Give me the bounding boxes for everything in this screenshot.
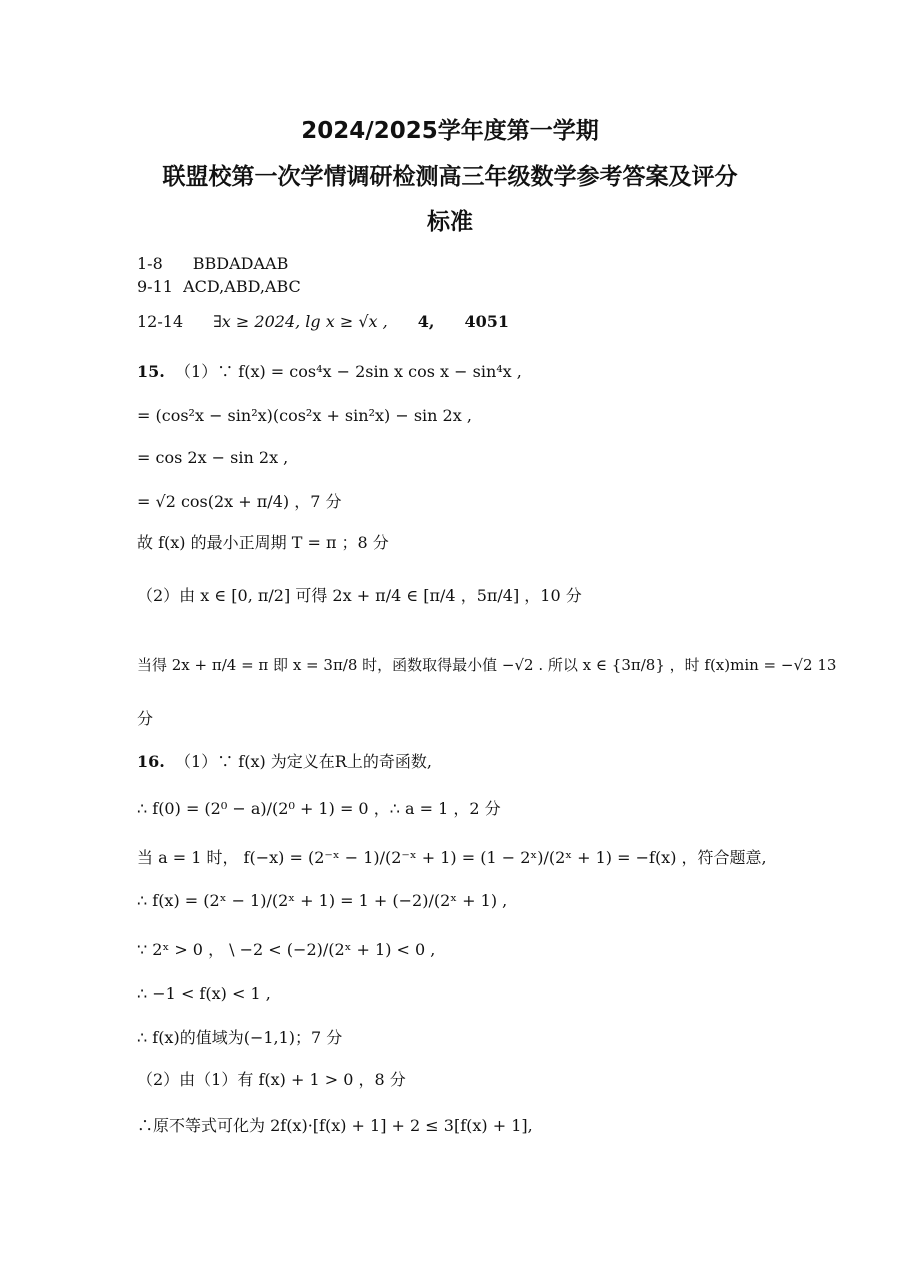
doc-title-line-3: 标准	[427, 209, 473, 235]
doc-title-line-1: 2024/2025学年度第一学期	[301, 118, 599, 144]
q15-line-8: 分	[137, 709, 154, 728]
q16-line-1	[137, 749, 432, 772]
doc-title-line-2: 联盟校第一次学情调研检测高三年级数学参考答案及评分	[162, 164, 738, 190]
q15-line-7: 当得 2x + π/4 = π 即 x = 3π/8 时，函数取得最小值 −√2 . 所以 x ∈ {3π/8} ，时 f(x)min = −√2 13	[137, 656, 837, 674]
q15-line-4: = √2 cos(2x + π/4) ，7 分	[137, 492, 342, 511]
answer-value-13: 4,	[417, 312, 435, 331]
answer-row-9-11	[137, 277, 301, 296]
q16-line-5: ∵ 2ˣ > 0 ， \ −2 < (−2)/(2ˣ + 1) < 0 ,	[137, 940, 436, 959]
answer-label: 12-14	[137, 312, 184, 331]
answer-value: BBDADAAB	[192, 254, 289, 273]
q16-text: （1）∵ f(x) 为定义在R上的奇函数,	[175, 752, 432, 771]
q16-line-4: ∴ f(x) = (2ˣ − 1)/(2ˣ + 1) = 1 + (−2)/(2ˣ + 1) ,	[137, 891, 508, 910]
q15-line-1	[137, 359, 522, 382]
question-number: 16.	[137, 752, 165, 771]
q15-line-2: = (cos²x − sin²x)(cos²x + sin²x) − sin 2x ,	[137, 406, 472, 425]
q15-line-6: （2）由 x ∈ [0, π/2] 可得 2x + π/4 ∈ [π/4 ，5π/4] ，10 分	[137, 586, 582, 605]
q16-line-8: （2）由（1）有 f(x) + 1 > 0 ，8 分	[137, 1070, 406, 1089]
q16-line-2: ∴ f(0) = (2⁰ − a)/(2⁰ + 1) = 0 ，∴ a = 1 ，2 分	[137, 799, 501, 818]
answer-value-14: 4051	[464, 312, 509, 331]
q15-line-3: = cos 2x − sin 2x ,	[137, 448, 289, 467]
answer-label: 1-8	[137, 254, 163, 273]
answer-label: 9-11	[137, 277, 173, 296]
q16-line-9: ∴原不等式可化为 2f(x)·[f(x) + 1] + 2 ≤ 3[f(x) + 1],	[137, 1116, 533, 1135]
q16-line-3: 当 a = 1 时， f(−x) = (2⁻ˣ − 1)/(2⁻ˣ + 1) = (1 − 2ˣ)/(2ˣ + 1) = −f(x) ，符合题意,	[137, 848, 767, 867]
answer-expr: ∃x ≥ 2024, lg x ≥ √x ,	[213, 312, 388, 331]
q16-line-6: ∴ −1 < f(x) < 1 ,	[137, 984, 271, 1003]
answer-row-1-8	[137, 254, 288, 273]
q16-line-7: ∴ f(x)的值域为(−1,1)；7 分	[137, 1028, 343, 1047]
answer-value: ACD,ABD,ABC	[183, 277, 301, 296]
answer-row-12-14	[137, 312, 509, 331]
q15-text: （1）∵ f(x) = cos⁴x − 2sin x cos x − sin⁴x ,	[175, 362, 522, 381]
q15-line-5: 故 f(x) 的最小正周期 T = π ；8 分	[137, 533, 389, 552]
question-number: 15.	[137, 362, 165, 381]
